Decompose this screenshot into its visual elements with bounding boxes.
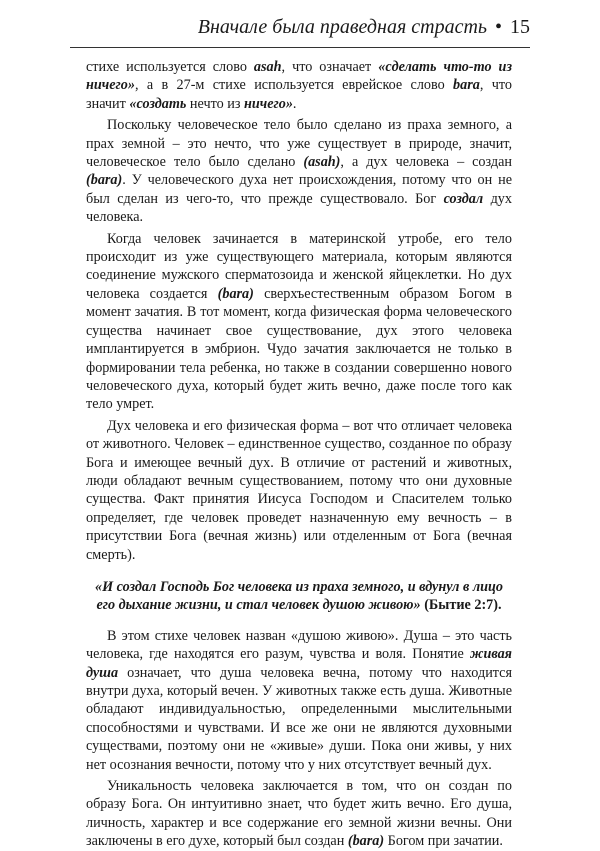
emphasis-text: «создать	[129, 95, 187, 112]
header-rule	[70, 47, 530, 48]
body-text: стихе используется слово	[86, 59, 254, 75]
running-header-title: Вначале была праведная страсть	[197, 16, 487, 38]
body-text: сверхъестественным образом Богом в момент зачатия. В тот момент, когда физическая форма человеческого существа начинает свое существование, дух этого человека имплантируется в эмбрион. Чудо зачатия заключается не только в формировании тела ребенка, но также в создании совершенно нового человеческого духа, который будет жить вечно, даже после того как тело умрет.	[86, 285, 512, 413]
emphasis-text: (bara)	[347, 833, 385, 850]
body-text: Поскольку человеческое тело было сделано из праха земного, а прах земной – это нечто, что уже существует в природе, значит, человеческое тело было сделано	[86, 117, 512, 171]
quote-reference: (Бытие 2:7).	[424, 597, 502, 614]
paragraph-p6	[86, 777, 512, 851]
emphasis-text: ничего»	[243, 95, 293, 112]
paragraphs-after-quote	[86, 627, 512, 851]
body-text: Когда человек зачинается в материнской утробе, его тело происходит из уже существующего материала, которым являются соединение мужского сперматозоида и женской яйцеклетки. Но дух человека создается	[86, 230, 512, 302]
running-header	[70, 14, 530, 40]
body-text: Уникальность человека заключается в том, что он создан по образу Бога. Он интуитивно знает, что будет жить вечно. Его душа, личность, характер и все содержание его земной жизни вечны. Они заключены в его духе, который был создан	[86, 778, 512, 850]
body-text: . У человеческого духа нет происхождения, потому что он не был сделан из чего-то, что прежде существовало. Бог	[86, 172, 512, 207]
emphasis-text: живая душа	[86, 646, 512, 681]
paragraph-p5	[86, 627, 512, 774]
emphasis-text: (bara)	[217, 285, 254, 302]
body-text: нечто из	[186, 95, 244, 112]
body-text: .	[292, 95, 297, 112]
body-text: Дух человека и его физическая форма – вот что отличает человека от животного. Человек – единственное существо, созданное по образу Бога и имеющее вечный дух. В отличие от растений и животных, люди обладают вечным существованием, потому что они духовные существа. Факт принятия Иисуса Господом и Спасителем только определяет, где человек проведет назначенную ему вечность – в присутствии Бога (вечная жизнь) или отделенным от Бога (вечная смерть).	[86, 417, 512, 563]
body-text: , а дух человека – создан	[340, 154, 512, 171]
body-text: Богом при зачатии.	[384, 833, 503, 850]
paragraph-p3	[86, 230, 512, 414]
emphasis-text: (bara)	[86, 172, 123, 189]
emphasis-text: создал	[443, 190, 484, 207]
body-text: дух человека.	[86, 190, 512, 226]
emphasis-text: asah	[253, 59, 282, 75]
paragraph-p4	[86, 417, 512, 564]
body-text: В этом стихе человек назван «душою живою». Душа – это часть человека, где находятся его разум, чувства и воля. Понятие	[86, 627, 512, 663]
paragraph-p1	[86, 58, 512, 113]
body-text: , а в 27-м стихе используется еврейское слово	[134, 77, 454, 94]
paragraph-p2	[86, 116, 512, 226]
emphasis-text: «сделать что-то из ничего»	[86, 59, 512, 94]
emphasis-text: (asah)	[303, 154, 341, 171]
emphasis-text: bara	[453, 77, 480, 94]
page-body	[86, 58, 512, 851]
paragraphs-before-quote	[86, 58, 512, 564]
body-text: , что значит	[86, 77, 512, 112]
scripture-quote	[86, 578, 512, 615]
header-separator: •	[494, 16, 502, 38]
body-text: , что означает	[281, 59, 379, 75]
quote-text: «И создал Господь Бог человека из праха земного, и вдунул в лицо его дыхание жизни, и стал человек душою живою»	[94, 578, 504, 614]
page-number: 15	[510, 16, 530, 38]
body-text: означает, что душа человека вечна, потому что находится внутри духа, который вечен. У животных также есть душа. Животные обладают индивидуальностью, определенными мыслительными способностями и чувствами. И все же они не являются духовными существами, поэтому они не «живые» души. Пока они живы, у них нет осознания вечности, потому что у них отсутствует вечный дух.	[86, 664, 512, 773]
